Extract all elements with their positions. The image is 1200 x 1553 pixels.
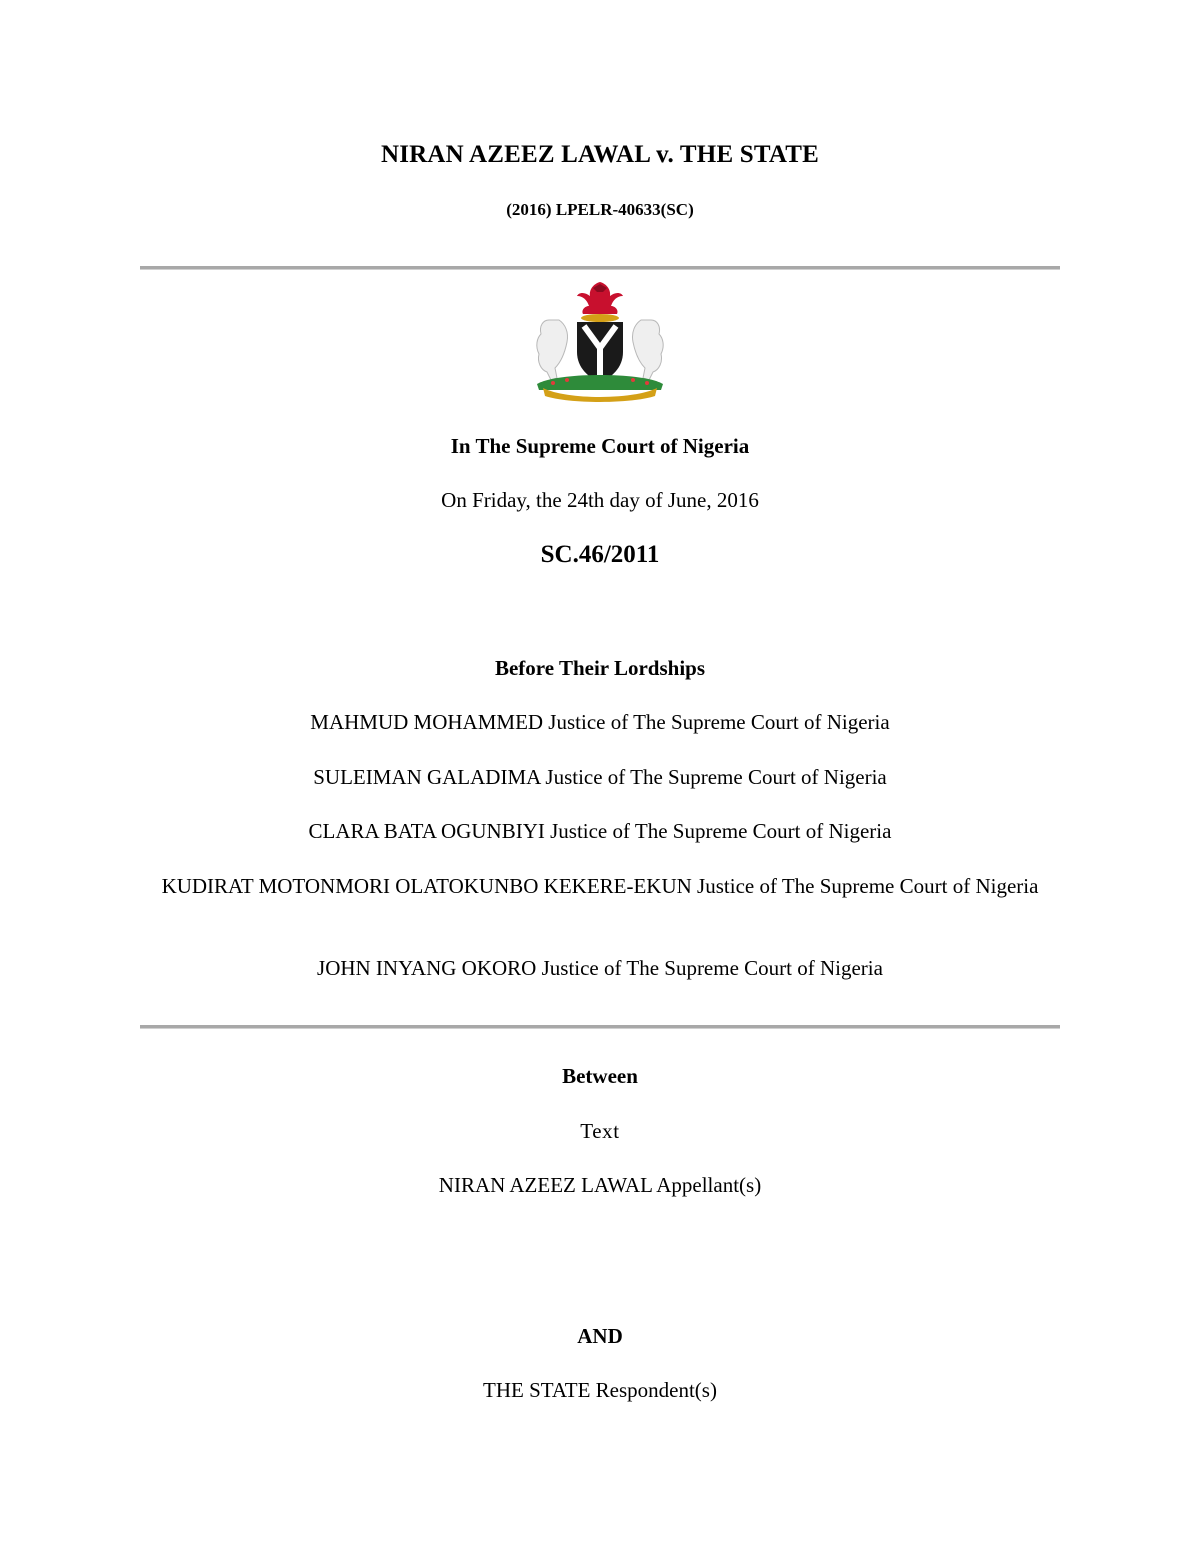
case-title: NIRAN AZEEZ LAWAL v. THE STATE bbox=[380, 141, 820, 168]
divider-bottom bbox=[140, 1025, 1060, 1029]
case-citation: (2016) LPELR-40633(SC) bbox=[506, 200, 694, 219]
respondent: THE STATE Respondent(s) bbox=[483, 1378, 717, 1402]
parties-conjunction: AND bbox=[577, 1324, 623, 1348]
justice-4: KUDIRAT MOTONMORI OLATOKUNBO KEKERE-EKUN Justice of The Supreme Court of Nigeria bbox=[161, 874, 1039, 898]
justice-5: JOHN INYANG OKORO Justice of The Supreme Court of Nigeria bbox=[317, 956, 883, 980]
suit-number: SC.46/2011 bbox=[540, 541, 660, 568]
nigeria-coat-of-arms-icon bbox=[527, 280, 673, 402]
bench-heading: Before Their Lordships bbox=[494, 656, 706, 680]
parties-label: Text bbox=[580, 1119, 620, 1143]
justice-3: CLARA BATA OGUNBIYI Justice of The Supreme Court of Nigeria bbox=[308, 819, 892, 843]
justice-1: MAHMUD MOHAMMED Justice of The Supreme Court of Nigeria bbox=[310, 710, 890, 734]
appellant: NIRAN AZEEZ LAWAL Appellant(s) bbox=[438, 1173, 762, 1197]
parties-heading: Between bbox=[562, 1064, 638, 1088]
judgment-date: On Friday, the 24th day of June, 2016 bbox=[441, 488, 759, 512]
divider-top bbox=[140, 266, 1060, 270]
justice-2: SULEIMAN GALADIMA Justice of The Supreme Court of Nigeria bbox=[313, 765, 887, 789]
court-name: In The Supreme Court of Nigeria bbox=[450, 434, 750, 458]
